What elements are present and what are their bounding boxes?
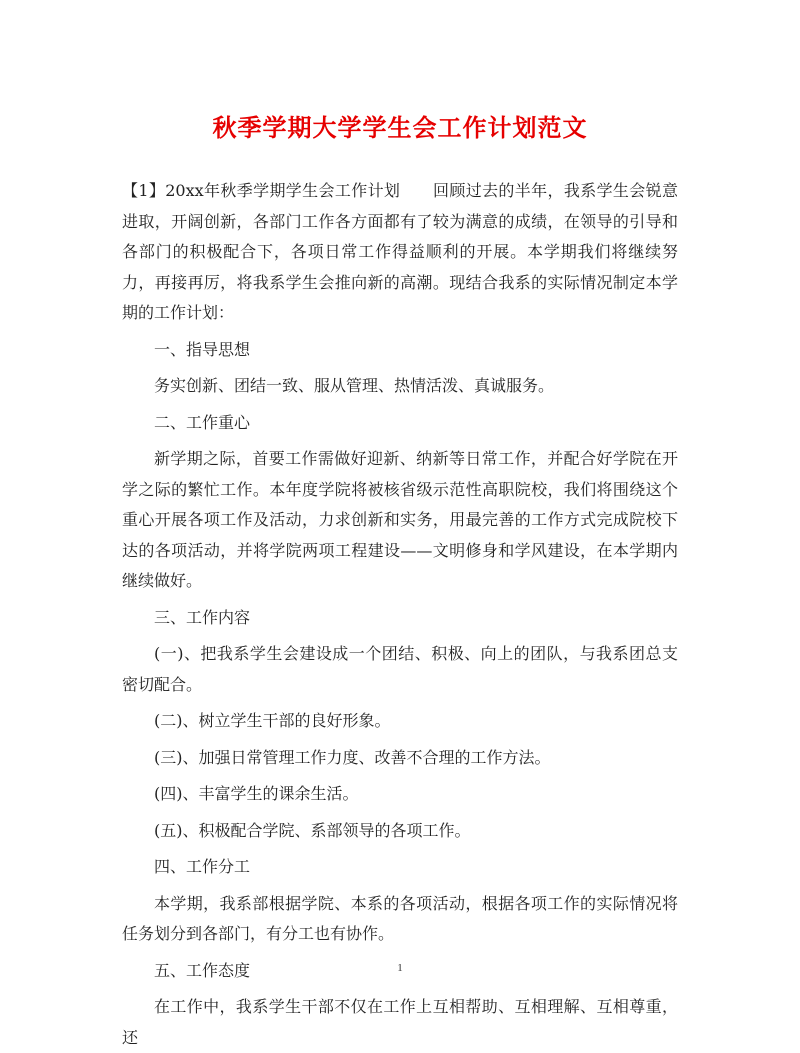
section-text-division-of-work: 本学期，我系部根据学院、本系的各项活动，根据各项工作的实际情况将任务划分到各部门，有分工也有协作。 — [122, 893, 678, 943]
section-heading-division-of-work: 四、工作分工 — [154, 857, 251, 876]
list-item: (一)、把我系学生会建设成一个团结、积极、向上的团队，与我系团总支密切配合。 — [122, 644, 678, 694]
section-heading-guiding-ideology: 一、指导思想 — [154, 339, 251, 359]
section-heading-work-content: 三、工作内容 — [154, 607, 251, 627]
section-text-guiding-ideology: 务实创新、团结一致、服从管理、热情活泼、真诚服务。 — [154, 376, 555, 395]
page-number: 1 — [397, 962, 403, 974]
list-item: (五)、积极配合学院、系部领导的各项工作。 — [154, 820, 471, 840]
document-body — [122, 176, 678, 1053]
intro-paragraph: 【1】20xx年秋季学期学生会工作计划 回顾过去的半年，我系学生会锐意进取，开阔创新，各部门工作各方面都有了较为满意的成绩，在领导的引导和各部门的积极配合下，各项日常工作得益顺利的开展。本学期我们将继续努力，再接再厉，将我系学生会推向新的高潮。现结合我系的实际情况制定本学期的工作计划： — [122, 181, 678, 322]
section-heading-work-focus: 二、工作重心 — [154, 412, 251, 432]
section-heading-work-attitude: 五、工作态度 — [154, 960, 251, 980]
list-item: (四)、丰富学生的课余生活。 — [154, 784, 359, 803]
section-text-work-attitude: 在工作中，我系学生干部不仅在工作上互相帮助、互相理解、互相尊重，还 — [122, 997, 678, 1047]
section-text-work-focus: 新学期之际，首要工作需做好迎新、纳新等日常工作，并配合好学院在开学之际的繁忙工作。本年度学院将被核省级示范性高职院校，我们将围绕这个重心开展各项工作及活动，力求创新和实务，用最完善的工作方式完成院校下达的各项活动，并将学院两项工程建设——文明修身和学风建设，在本学期内继续做好。 — [122, 449, 678, 590]
page-title: 秋季学期大学学生会工作计划范文 — [212, 113, 588, 142]
list-item: (二)、树立学生干部的良好形象。 — [154, 711, 391, 730]
list-item: (三)、加强日常管理工作力度、改善不合理的工作方法。 — [154, 747, 551, 767]
